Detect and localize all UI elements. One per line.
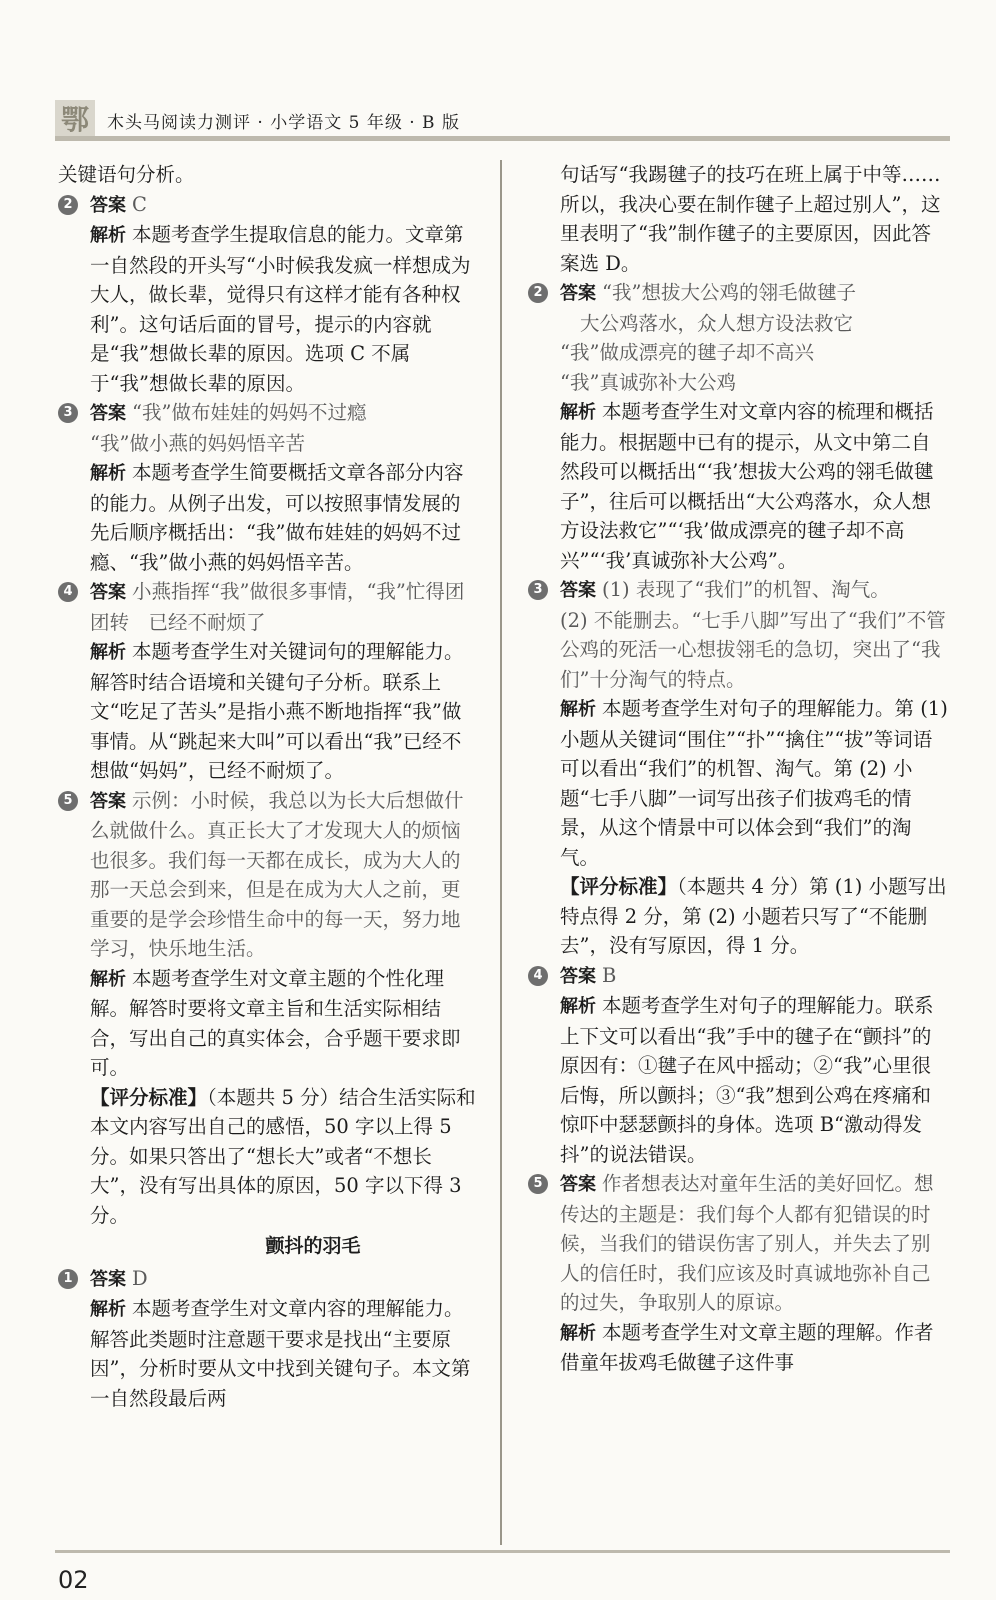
answer-item-1 [58, 1264, 478, 1414]
answer-label: 答案 [560, 283, 596, 304]
question-number: 5 [58, 791, 78, 811]
analysis-text: 本题考查学生对文章内容的梳理和概括能力。根据题中已有的提示，从文中第二自然段可以概括出“‘我’想拔大公鸡的翎毛做毽子”，往后可以概括出“大公鸡落水，众人想方设法救它”“‘我’做成漂亮的毽子却不高兴”“‘我’真诚弥补大公鸡”。 [560, 400, 934, 572]
answer-text: “我”想拔大公鸡的翎毛做毽子 [602, 281, 856, 304]
answer-text: C [132, 192, 147, 216]
analysis-label: 解析 [560, 996, 596, 1017]
answer-text: B [602, 963, 617, 987]
answer-text: “我”做小燕的妈妈悟辛苦 [90, 431, 305, 455]
question-number: 5 [528, 1174, 548, 1194]
continued-text: 句话写“我踢毽子的技巧在班上属于中等……所以，我决心要在制作毽子上超过别人”，这里表明了“我”制作毽子的主要原因，因此答案选 D。 [560, 163, 941, 275]
answer-text: 示例：小时候，我总以为长大后想做什么就做什么。真正长大了才发现大人的烦恼也很多。我们每一天都在成长，成为大人的那一天总会到来，但是在成为大人之前，更重要的是学会珍惜生命中的每一天，努力地学习，快乐地生活。 [90, 788, 464, 960]
book-title: 木头马阅读力测评 · 小学语文 5 年级 · B 版 [107, 113, 460, 133]
analysis-label: 解析 [560, 699, 596, 720]
answer-item-3 [528, 575, 948, 961]
answer-item-3 [58, 398, 478, 577]
answer-text: 小燕指挥“我”做很多事情，“我”忙得团团转 已经不耐烦了 [90, 580, 465, 634]
section-title: 颤抖的羽毛 [265, 1235, 361, 1257]
analysis-label: 解析 [90, 463, 126, 484]
header-rule [55, 136, 950, 141]
analysis-text: 本题考查学生对文章内容的理解能力。解答此类题时注意题干要求是找出“主要原因”，分析时要从文中找到关键句子。本文第一自然段最后两 [90, 1297, 471, 1410]
publisher-logo: 鄂 [55, 100, 95, 140]
answer-label: 答案 [90, 790, 126, 812]
answer-text: 大公鸡落水，众人想方设法救它 [580, 311, 854, 335]
answer-label: 答案 [560, 965, 596, 987]
left-column [58, 160, 478, 1413]
scoring-standard-text: （本题共 5 分）结合生活实际和本文内容写出自己的感悟，50 字以上得 5 分。如果只答出了“想长大”或者“不想长大”，没有写出具体的原因，50 字以下得 3 分。 [90, 1085, 476, 1227]
continued-text: 关键语句分析。 [58, 163, 195, 186]
analysis-label: 解析 [90, 642, 126, 663]
answer-item-2 [58, 190, 478, 399]
scoring-standard-label: 【评分标准】 [560, 875, 678, 898]
question-number: 3 [58, 403, 78, 423]
answer-label: 答案 [90, 1268, 126, 1290]
answer-label: 答案 [560, 1174, 596, 1195]
answer-item-5 [58, 786, 478, 1231]
answer-text: (2) 不能删去。“七手八脚”写出了“我们”不管公鸡的死活一心想拔翎毛的急切，突出了“我们”十分淘气的特点。 [560, 608, 946, 691]
answer-text: “我”做布娃娃的妈妈不过瘾 [132, 401, 367, 424]
analysis-label: 解析 [90, 968, 126, 990]
answer-label: 答案 [90, 403, 126, 424]
answer-text: D [132, 1266, 148, 1290]
analysis-text: 本题考查学生提取信息的能力。文章第一自然段的开头写“小时候我发疯一样想成为大人，做长辈，觉得只有这样才能有各种权利”。这句话后面的冒号，提示的内容就是“我”想做长辈的原因。选项 C 不属于“我”想做长辈的原因。 [90, 223, 471, 395]
scoring-standard-text: （本题共 4 分）第 (1) 小题写出特点得 2 分，第 (2) 小题若只写了“不能删去”，没有写原因，得 1 分。 [560, 875, 947, 957]
analysis-text: 本题考查学生简要概括文章各部分内容的能力。从例子出发，可以按照事情发展的先后顺序概括出：“我”做布娃娃的妈妈不过瘾、“我”做小燕的妈妈悟辛苦。 [90, 461, 464, 574]
answer-item-4 [528, 961, 948, 1170]
analysis-text: 本题考查学生对关键词句的理解能力。解答时结合语境和关键句子分析。联系上文“吃足了苦头”是指小燕不断地指挥“我”做事情。从“跳起来大叫”可以看出“我”已经不想做“妈妈”，已经不耐烦了。 [90, 640, 464, 782]
question-number: 2 [528, 283, 548, 303]
page-header [55, 100, 950, 142]
column-divider [500, 160, 502, 1545]
question-number: 3 [528, 580, 548, 600]
question-number: 4 [58, 582, 78, 602]
analysis-label: 解析 [90, 1299, 126, 1320]
question-number: 1 [58, 1269, 78, 1289]
answer-item-4 [58, 577, 478, 786]
answer-text: (1) 表现了“我们”的机智、淘气。 [602, 578, 890, 601]
answer-text: 作者想表达对童年生活的美好回忆。想传达的主题是：我们每个人都有犯错误的时候，当我们的错误伤害了别人，并失去了别人的信任时，我们应该及时真诚地弥补自己的过失，争取别人的原谅。 [560, 1172, 934, 1314]
page-number: 02 [58, 1566, 89, 1594]
scoring-standard-label: 【评分标准】 [90, 1085, 208, 1109]
analysis-label: 解析 [560, 1322, 596, 1344]
answer-item-5 [528, 1169, 948, 1378]
answer-text: “我”做成漂亮的毽子却不高兴 [560, 341, 814, 364]
right-column [528, 160, 948, 1378]
answer-label: 答案 [560, 580, 596, 601]
question-number: 2 [58, 195, 78, 215]
analysis-label: 解析 [560, 402, 596, 423]
answer-item-2 [528, 278, 948, 575]
question-number: 4 [528, 966, 548, 986]
answer-label: 答案 [90, 194, 126, 216]
analysis-text: 本题考查学生对句子的理解能力。第 (1) 小题从关键词“围住”“扑”“擒住”“拔”等词语可以看出“我们”的机智、淘气。第 (2) 小题“七手八脚”一词写出孩子们拔鸡毛的情景，从这个情景中可以体会到“我们”的淘气。 [560, 697, 948, 869]
analysis-label: 解析 [90, 225, 126, 246]
answer-label: 答案 [90, 582, 126, 603]
analysis-text: 本题考查学生对句子的理解能力。联系上下文可以看出“我”手中的毽子在“颤抖”的原因有：①毽子在风中摇动；②“我”心里很后悔，所以颤抖；③“我”想到公鸡在疼痛和惊吓中瑟瑟颤抖的身体。选项 B“激动得发抖”的说法错误。 [560, 994, 934, 1166]
analysis-text: 本题考查学生对文章主题的理解。作者借童年拔鸡毛做毽子这件事 [560, 1320, 934, 1374]
analysis-text: 本题考查学生对文章主题的个性化理解。解答时要将文章主旨和生活实际相结合，写出自己的真实体会，合乎题干要求即可。 [90, 966, 461, 1079]
answer-text: “我”真诚弥补大公鸡 [560, 370, 736, 394]
footer-rule [55, 1550, 950, 1553]
